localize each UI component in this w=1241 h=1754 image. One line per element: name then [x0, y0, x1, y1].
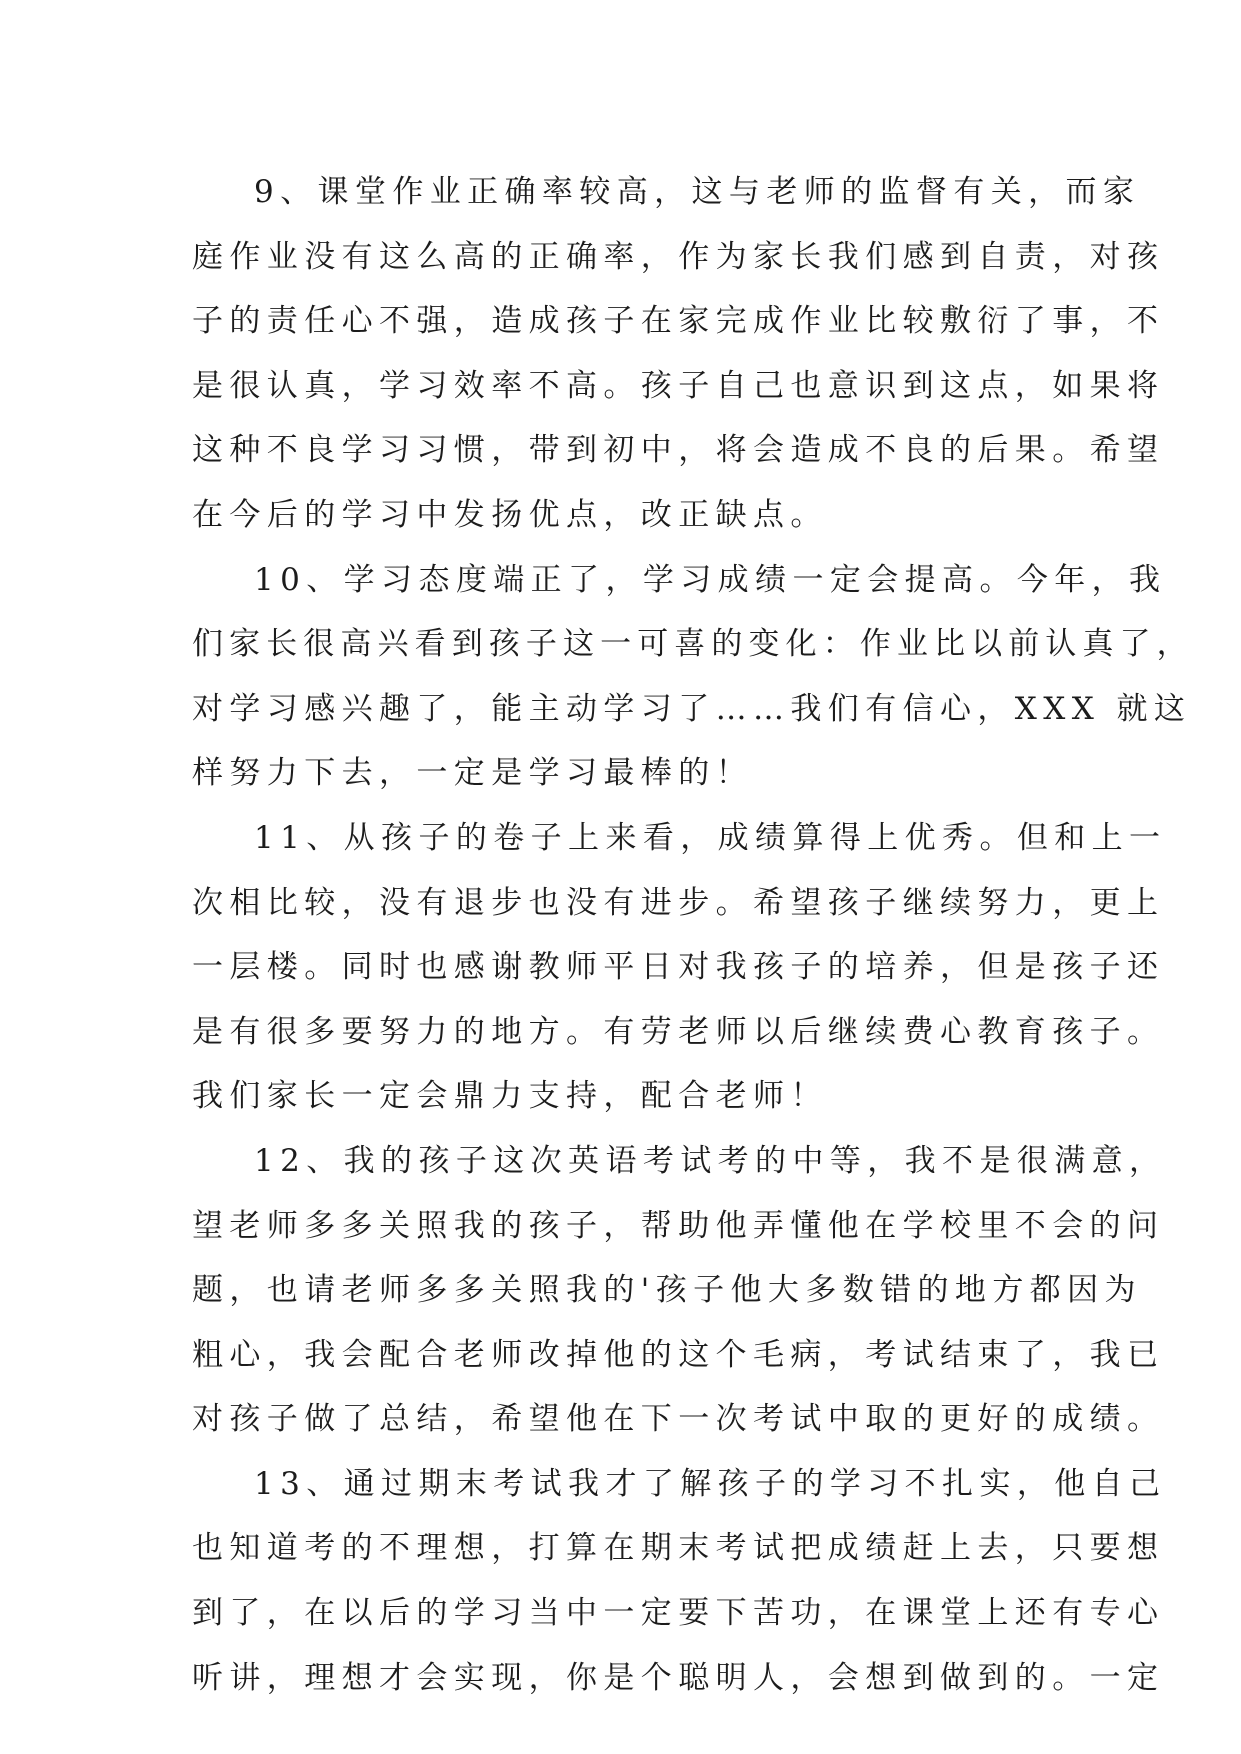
paragraph-line: 我们家长一定会鼎力支持，配合老师！	[192, 1078, 828, 1115]
paragraph-line: 也知道考的不理想，打算在期末考试把成绩赶上去，只要想	[192, 1530, 1165, 1567]
paragraph-line: 9、课堂作业正确率较高，这与老师的监督有关，而家	[254, 174, 1141, 210]
paragraph-line: 样努力下去，一定是学习最棒的！	[192, 755, 753, 792]
paragraph-line: 12、我的孩子这次英语考试考的中等，我不是很满意，	[254, 1142, 1167, 1179]
document-body	[192, 160, 1194, 1710]
paragraph-line: 对学习感兴趣了，能主动学习了……我们有信心，XXX 就这	[192, 690, 1192, 727]
paragraph-line: 次相比较，没有退步也没有进步。希望孩子继续努力，更上	[192, 884, 1165, 921]
paragraph-line: 是有很多要努力的地方。有劳老师以后继续费心教育孩子。	[192, 1013, 1165, 1050]
paragraph-line: 对孩子做了总结，希望他在下一次考试中取的更好的成绩。	[192, 1401, 1165, 1438]
paragraph-line: 听讲，理想才会实现，你是个聪明人，会想到做到的。一定	[192, 1659, 1165, 1696]
paragraph-13	[192, 1452, 1167, 1710]
paragraph-line: 们家长很高兴看到孩子这一可喜的变化：作业比以前认真了，	[192, 626, 1194, 663]
paragraph-line: 10、学习态度端正了，学习成绩一定会提高。今年，我	[254, 561, 1167, 598]
paragraph-11	[192, 806, 1167, 1129]
paragraph-line: 子的责任心不强，造成孩子在家完成作业比较敷衍了事，不	[192, 303, 1165, 340]
paragraph-line: 望老师多多关照我的孩子，帮助他弄懂他在学校里不会的问	[192, 1207, 1165, 1244]
paragraph-line: 题，也请老师多多关照我的'孩子他大多数错的地方都因为	[192, 1272, 1142, 1309]
paragraph-line: 粗心，我会配合老师改掉他的这个毛病，考试结束了，我已	[192, 1336, 1165, 1373]
paragraph-line: 是很认真，学习效率不高。孩子自己也意识到这点，如果将	[192, 367, 1165, 404]
paragraph-line: 11、从孩子的卷子上来看，成绩算得上优秀。但和上一	[254, 819, 1167, 856]
paragraph-10	[192, 548, 1194, 806]
paragraph-line: 到了，在以后的学习当中一定要下苦功，在课堂上还有专心	[192, 1595, 1165, 1632]
paragraph-line: 庭作业没有这么高的正确率，作为家长我们感到自责，对孩	[192, 238, 1165, 275]
paragraph-12	[192, 1129, 1167, 1452]
paragraph-line: 13、通过期末考试我才了解孩子的学习不扎实，他自己	[254, 1465, 1167, 1502]
paragraph-9	[192, 160, 1165, 548]
paragraph-line: 一层楼。同时也感谢教师平日对我孩子的培养，但是孩子还	[192, 949, 1165, 986]
paragraph-line: 这种不良学习习惯，带到初中，将会造成不良的后果。希望	[192, 432, 1165, 469]
paragraph-line: 在今后的学习中发扬优点，改正缺点。	[192, 496, 828, 533]
